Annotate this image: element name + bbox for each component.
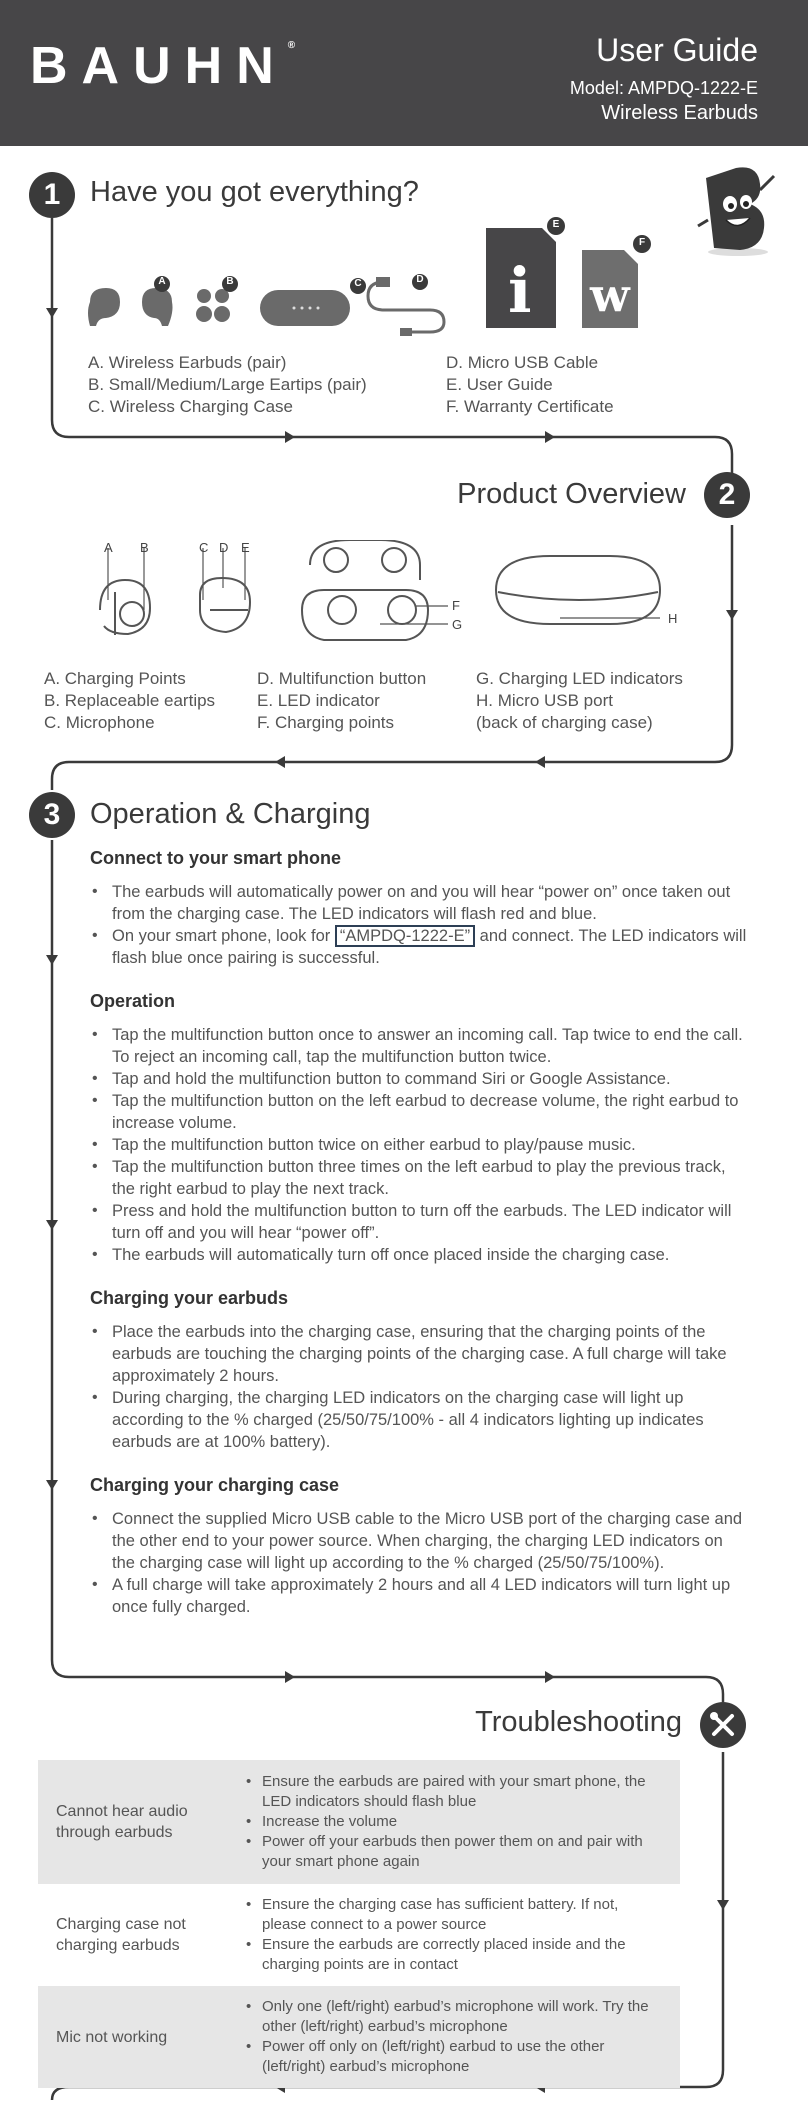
operation-bullets [90, 1024, 750, 1266]
charging-earbuds-heading: Charging your earbuds [90, 1288, 289, 1308]
usb-cable-icon [368, 277, 444, 336]
list-item: • Increase the volume [244, 1812, 666, 1832]
section-1-title: Have you got everything? [90, 176, 419, 208]
overview-list-col2 [257, 668, 426, 734]
operation-charging-content [90, 848, 750, 1618]
user-guide-icon: i [508, 254, 532, 327]
list-item: • Power off only on (left/right) earbud to use the other (left/right) earbud’s microphone [244, 2037, 666, 2077]
list-item [90, 925, 750, 969]
list-item: • During charging, the charging LED indicators on the charging case will light up according to the % charged (25/50/75/100% - all 4 indicators lighting up indicates earbuds are at 100% battery). [90, 1387, 750, 1453]
connect-heading: Connect to your smart phone [90, 848, 342, 868]
list-item: E. LED indicator [257, 691, 380, 710]
list-item: • Ensure the earbuds are correctly placed inside and the charging points are in contact [244, 1935, 666, 1975]
list-item: E. User Guide [446, 375, 553, 394]
list-item: • Only one (left/right) earbud’s microphone will work. Try the other (left/right) earbud’s microphone [244, 1997, 666, 2037]
section-3-title: Operation & Charging [90, 798, 371, 830]
diagram-label-d: D [219, 540, 229, 555]
callout-b: B [226, 276, 234, 287]
charging-earbuds-bullets [90, 1321, 750, 1453]
list-item: • Tap the multifunction button three times on the left earbud to play the previous track, the right earbud to play the next track. [90, 1156, 750, 1200]
list-item: • Ensure the earbuds are paired with your smart phone, the LED indicators should flash blue [244, 1772, 666, 1812]
warranty-certificate-icon: w [590, 268, 630, 322]
solution-cell [244, 1772, 680, 1872]
section-2-title: Product Overview [457, 478, 686, 510]
device-name-highlight: “AMPDQ-1222-E” [335, 925, 475, 947]
list-item: • Tap the multifunction button twice on either earbud to play/pause music. [90, 1134, 750, 1156]
list-item: C. Wireless Charging Case [88, 397, 294, 416]
diagram-label-c: C [199, 540, 209, 555]
overview-list-col1 [44, 668, 215, 734]
list-item: • Tap the multifunction button on the left earbud to decrease volume, the right earbud to increase volume. [90, 1090, 750, 1134]
contents-list-right [446, 352, 614, 418]
product-name: Wireless Earbuds [601, 102, 758, 124]
list-item: • Ensure the charging case has sufficient battery. If not, please connect to a power source [244, 1895, 666, 1935]
charging-case-bullets [90, 1508, 750, 1618]
problem-cell: Mic not working [56, 2028, 168, 2046]
connect-text-pre: On your smart phone, look for [112, 927, 331, 945]
callout-a: A [158, 276, 166, 287]
section-2-badge: 2 [704, 472, 750, 518]
list-item: B. Replaceable eartips [44, 691, 216, 710]
section-3-badge: 3 [29, 792, 75, 838]
list-item: G. Charging LED indicators [476, 669, 683, 688]
callout-c: C [354, 278, 362, 289]
overview-list-col3 [476, 668, 683, 734]
list-item: • The earbuds will automatically turn off once placed inside the charging case. [90, 1244, 750, 1266]
brand-wordmark: BAUHN [30, 37, 288, 95]
diagram-label-f: F [452, 598, 460, 613]
document-title: User Guide [596, 32, 758, 68]
callout-d: D [416, 274, 424, 285]
troubleshooting-table [38, 1760, 680, 2088]
list-item: • Connect the supplied Micro USB cable to the Micro USB port of the charging case and the other end to your power source. When charging, the charging LED indicators on the charging case will light up according to the % charged (25/50/75/100%). [90, 1508, 750, 1574]
list-item: D. Multifunction button [257, 669, 427, 688]
problem-cell: Cannot hear audio through earbuds [56, 1803, 188, 1841]
troubleshooting-title: Troubleshooting [475, 1706, 682, 1738]
callout-f: F [638, 237, 646, 248]
list-item: • Press and hold the multifunction button to turn off the earbuds. The LED indicator will turn off and you will hear “power off”. [90, 1200, 750, 1244]
product-overview-diagram [80, 540, 700, 670]
problem-cell: Charging case not charging earbuds [56, 1916, 186, 1954]
list-item: C. Microphone [44, 713, 155, 732]
list-item: H. Micro USB port [476, 691, 613, 710]
list-item: B. Small/Medium/Large Eartips (pair) [88, 375, 367, 394]
model-number: Model: AMPDQ-1222-E [569, 78, 758, 98]
troubleshooting-badge [700, 1702, 746, 1748]
charging-case-icon [260, 290, 350, 326]
list-item: • A full charge will take approximately 2 hours and all 4 LED indicators will turn light up once fully charged. [90, 1574, 750, 1618]
list-item: • Place the earbuds into the charging case, ensuring that the charging points of the earbuds are touching the charging points of the charging case. A full charge will take approximately 2 hours. [90, 1321, 750, 1387]
section-1-badge: 1 [29, 172, 75, 218]
solution-cell [244, 1997, 680, 2077]
eartips-icon [196, 289, 230, 322]
table-row [38, 1884, 680, 1986]
table-row [38, 1760, 680, 1884]
list-item: • Tap and hold the multifunction button to command Siri or Google Assistance. [90, 1068, 750, 1090]
table-row [38, 1986, 680, 2088]
charging-case-heading: Charging your charging case [90, 1475, 340, 1495]
brand-logo [30, 36, 295, 96]
connect-bullets [90, 881, 750, 969]
list-item: • The earbuds will automatically power on and you will hear “power on” once taken out from the charging case. The LED indicators will flash red and blue. [90, 881, 750, 925]
mascot-illustration [696, 160, 778, 260]
list-item: (back of charging case) [476, 713, 653, 732]
earbuds-icon [88, 288, 173, 326]
tools-icon [700, 1702, 746, 1748]
list-item: • Tap the multifunction button once to answer an incoming call. Tap twice to end the call. To reject an incoming call, tap the multifunction button twice. [90, 1024, 750, 1068]
callout-e: E [552, 219, 560, 230]
operation-heading: Operation [90, 991, 176, 1011]
contents-list-left [88, 352, 367, 418]
diagram-label-e: E [241, 540, 250, 555]
connect-text-post: and connect. The LED indicators will flash blue once pairing is successful. [112, 927, 747, 967]
list-item: A. Charging Points [44, 669, 186, 688]
diagram-label-h: H [668, 611, 678, 626]
list-item: • Power off your earbuds then power them on and pair with your smart phone again [244, 1832, 666, 1872]
registered-mark: ® [287, 40, 296, 51]
diagram-label-b: B [140, 540, 149, 555]
diagram-label-g: G [452, 617, 463, 632]
list-item: A. Wireless Earbuds (pair) [88, 353, 287, 372]
diagram-label-a: A [104, 540, 113, 555]
list-item: D. Micro USB Cable [446, 353, 599, 372]
list-item: F. Charging points [257, 713, 395, 732]
solution-cell [244, 1895, 680, 1975]
list-item: F. Warranty Certificate [446, 397, 614, 416]
